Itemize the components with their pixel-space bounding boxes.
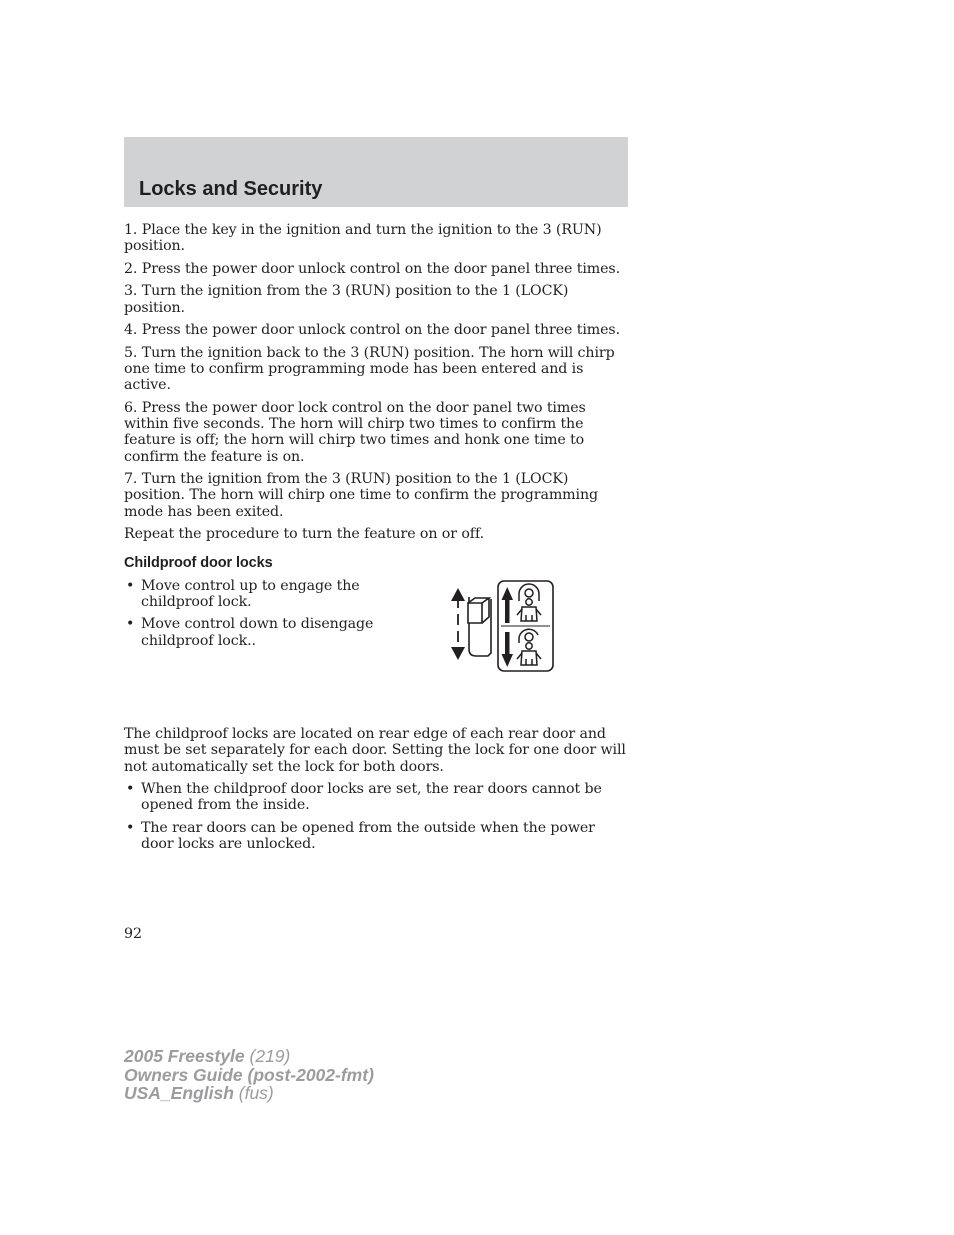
childproof-heading: Childproof door locks (124, 555, 273, 572)
list-item: • The rear doors can be opened from the outside when the power door locks are unlocked. (124, 820, 630, 853)
footer-guide: Owners Guide (post-2002-fmt) (124, 1064, 374, 1085)
childproof-lock-illustration (448, 579, 558, 674)
childproof-details (124, 726, 630, 859)
step-6: 6. Press the power door lock control on the door panel two times within five seconds. The horn will chirp two times to confirm the feature is off; the horn will chirp two times and honk one time to confirm the feature is on. (124, 399, 586, 465)
section-header-bar (124, 137, 628, 207)
step-4: 4. Press the power door unlock control on the door panel three times. (124, 322, 621, 339)
childproof-description: The childproof locks are located on rear edge of each rear door and must be set separately for each door. Setting the lock for one door will not automatically set the lock for both doors. (124, 726, 626, 775)
page-number: 92 (124, 926, 143, 942)
document-footer (124, 1047, 374, 1103)
childproof-notes-list (124, 781, 630, 852)
footer-line-1 (124, 1047, 374, 1066)
footer-language: USA_English (124, 1083, 234, 1103)
step-1: 1. Place the key in the ignition and turn the ignition to the 3 (RUN) position. (124, 222, 602, 255)
step-2: 2. Press the power door unlock control on the door panel three times. (124, 260, 621, 277)
footer-model-code: (219) (244, 1046, 291, 1066)
childproof-bullet-list (124, 578, 374, 649)
repeat-instruction: Repeat the procedure to turn the feature on or off. (124, 526, 484, 543)
footer-model: 2005 Freestyle (124, 1046, 245, 1066)
step-3: 3. Turn the ignition from the 3 (RUN) position to the 1 (LOCK) position. (124, 283, 569, 316)
list-item: • Move control down to disengage childproof lock.. (124, 616, 374, 649)
footer-line-2 (124, 1066, 374, 1085)
section-title: Locks and Security (139, 178, 323, 200)
lock-lever-icon (468, 597, 491, 656)
step-7: 7. Turn the ignition from the 3 (RUN) position to the 1 (LOCK) position. The horn will chirp one time to confirm the programming mode has been exited. (124, 470, 598, 520)
list-item: • When the childproof door locks are set, the rear doors cannot be opened from the inside. (124, 781, 630, 814)
travel-arrow-icon (451, 588, 465, 660)
footer-line-3 (124, 1084, 374, 1103)
list-item: • Move control up to engage the childproof lock. (124, 578, 374, 611)
step-5: 5. Turn the ignition back to the 3 (RUN) position. The horn will chirp one time to confirm programming mode has been entered and is active. (124, 344, 615, 394)
footer-language-code: (fus) (233, 1083, 274, 1103)
